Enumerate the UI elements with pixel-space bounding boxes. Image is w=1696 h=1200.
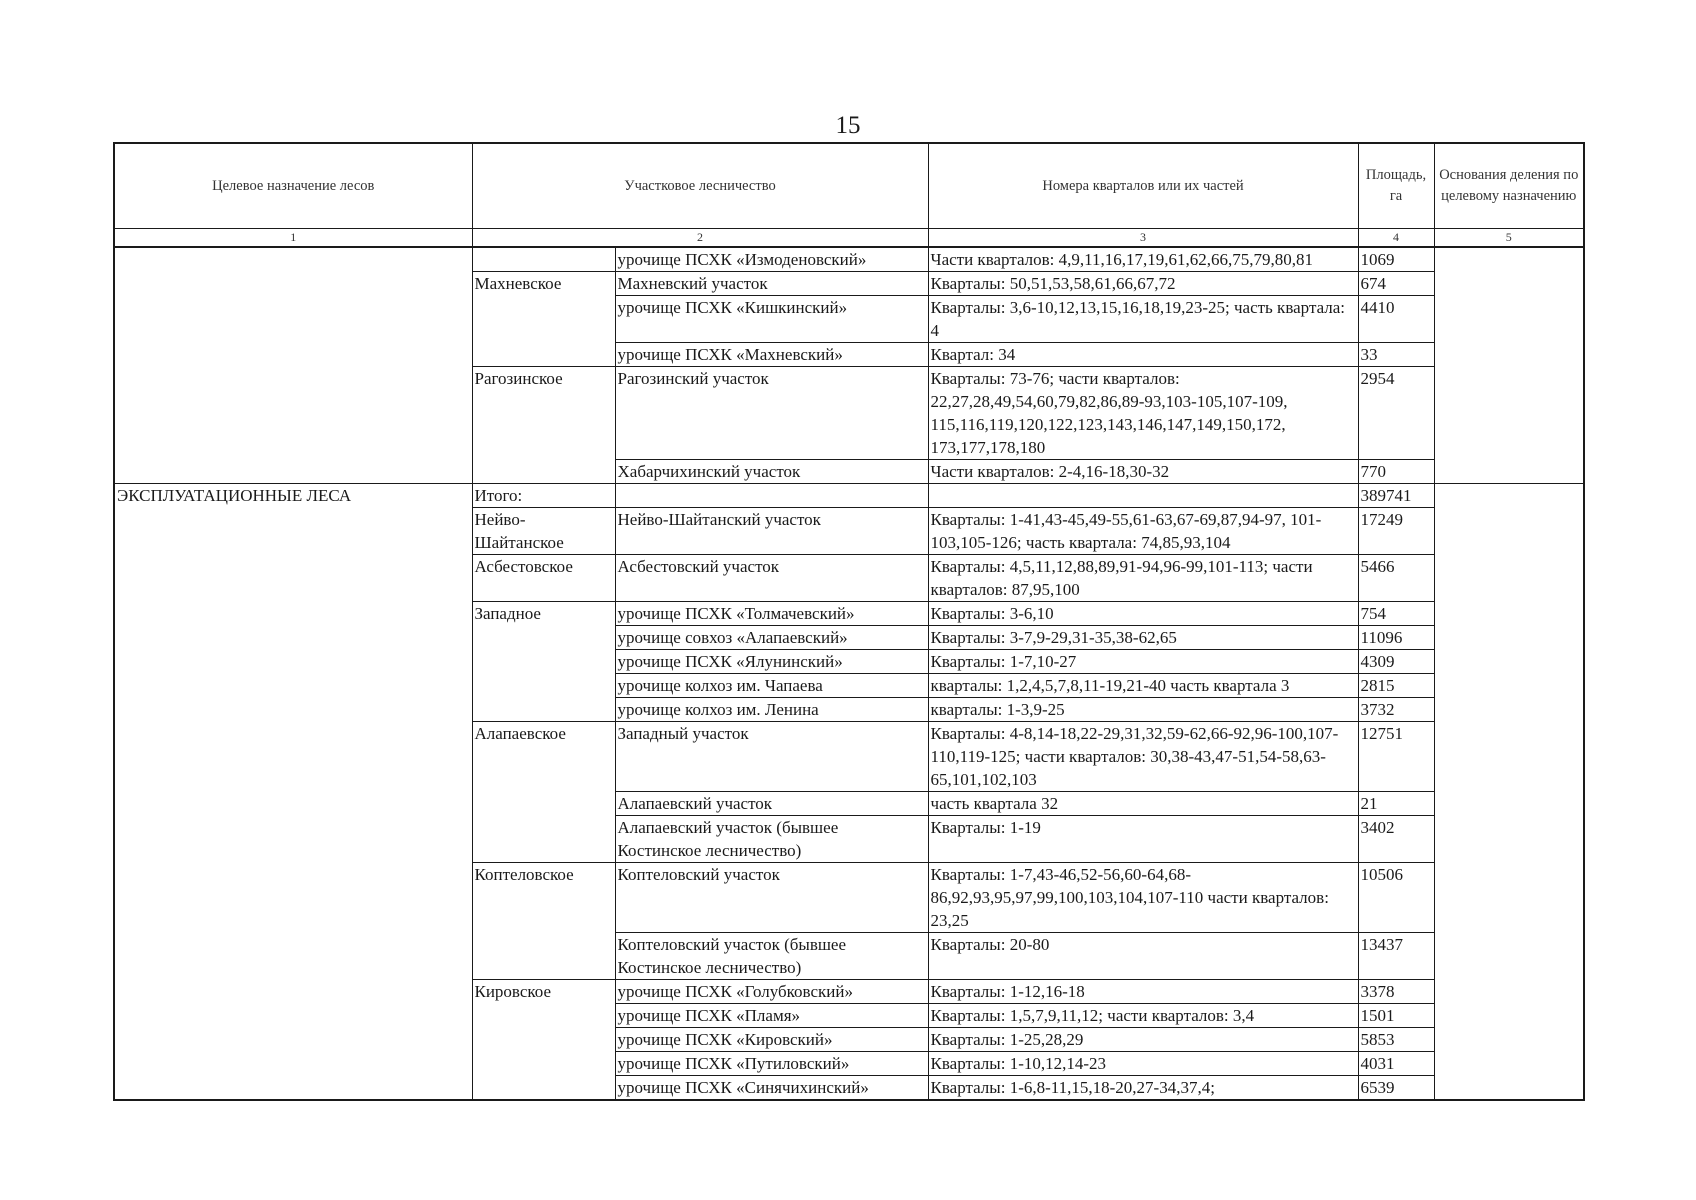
quarters-cell: Кварталы: 3-7,9-29,31-35,38-62,65: [928, 626, 1358, 650]
site-cell: Алапаевский участок: [615, 792, 928, 816]
site-cell: Алапаевский участок (бывшее Костинское лесничество): [615, 816, 928, 863]
area-cell: 5466: [1358, 555, 1434, 602]
quarters-cell: кварталы: 1-3,9-25: [928, 698, 1358, 722]
quarters-cell: Кварталы: 50,51,53,58,61,66,67,72: [928, 272, 1358, 296]
area-cell: 21: [1358, 792, 1434, 816]
site-cell: Хабарчихинский участок: [615, 460, 928, 484]
area-cell: 754: [1358, 602, 1434, 626]
site-cell: урочище ПСХК «Измоденовский»: [615, 247, 928, 272]
area-cell: 13437: [1358, 933, 1434, 980]
column-number: 4: [1358, 229, 1434, 248]
site-cell: урочище колхоз им. Ленина: [615, 698, 928, 722]
quarters-cell: Кварталы: 1-6,8-11,15,18-20,27-34,37,4;: [928, 1076, 1358, 1101]
forestry-cell: Кировское: [472, 980, 615, 1101]
forestry-cell: Махневское: [472, 272, 615, 367]
site-cell: Нейво-Шайтанский участок: [615, 508, 928, 555]
area-cell: 1501: [1358, 1004, 1434, 1028]
area-cell: 10506: [1358, 863, 1434, 933]
quarters-cell: Кварталы: 1-7,43-46,52-56,60-64,68-86,92,93,95,97,99,100,103,104,107-110 части кварталов: 23,25: [928, 863, 1358, 933]
area-cell: 1069: [1358, 247, 1434, 272]
area-cell: 17249: [1358, 508, 1434, 555]
area-cell: 4031: [1358, 1052, 1434, 1076]
area-cell: 4309: [1358, 650, 1434, 674]
quarters-cell: кварталы: 1,2,4,5,7,8,11-19,21-40 часть квартала 3: [928, 674, 1358, 698]
quarters-cell: Кварталы: 1-12,16-18: [928, 980, 1358, 1004]
area-cell: 12751: [1358, 722, 1434, 792]
quarters-cell: Части кварталов: 2-4,16-18,30-32: [928, 460, 1358, 484]
forestry-cell: Рагозинское: [472, 367, 615, 484]
header-purpose: Целевое назначение лесов: [114, 143, 472, 229]
forestry-cell: [472, 247, 615, 272]
site-cell: урочище ПСХК «Кишкинский»: [615, 296, 928, 343]
page-number: 15: [835, 112, 861, 139]
column-number: 3: [928, 229, 1358, 248]
quarters-cell: Части кварталов: 4,9,11,16,17,19,61,62,66,75,79,80,81: [928, 247, 1358, 272]
site-cell: Западный участок: [615, 722, 928, 792]
quarters-cell: Кварталы: 20-80: [928, 933, 1358, 980]
site-cell: урочище ПСХК «Махневский»: [615, 343, 928, 367]
quarters-cell: Кварталы: 1-19: [928, 816, 1358, 863]
quarters-cell: Кварталы: 1,5,7,9,11,12; части кварталов: 3,4: [928, 1004, 1358, 1028]
site-cell: урочище ПСХК «Кировский»: [615, 1028, 928, 1052]
area-cell: 3378: [1358, 980, 1434, 1004]
area-cell: 5853: [1358, 1028, 1434, 1052]
area-cell: 2815: [1358, 674, 1434, 698]
column-number: 1: [114, 229, 472, 248]
table-header-row: [114, 143, 1584, 229]
site-cell: урочище ПСХК «Голубковский»: [615, 980, 928, 1004]
header-quarters: Номера кварталов или их частей: [928, 143, 1358, 229]
area-cell: 6539: [1358, 1076, 1434, 1101]
quarters-cell: часть квартала 32: [928, 792, 1358, 816]
site-cell: Коптеловский участок (бывшее Костинское лесничество): [615, 933, 928, 980]
quarters-cell: Кварталы: 73-76; части кварталов: 22,27,28,49,54,60,79,82,86,89-93,103-105,107-109, 115,116,119,120,122,123,143,146,147,149,150,172, 173,177,178,180: [928, 367, 1358, 460]
site-cell: урочище ПСХК «Путиловский»: [615, 1052, 928, 1076]
site-cell: [615, 484, 928, 508]
site-cell: Коптеловский участок: [615, 863, 928, 933]
site-cell: урочище ПСХК «Ялунинский»: [615, 650, 928, 674]
quarters-cell: Квартал: 34: [928, 343, 1358, 367]
quarters-cell: Кварталы: 1-25,28,29: [928, 1028, 1358, 1052]
table-row: [114, 484, 1584, 508]
area-cell: 4410: [1358, 296, 1434, 343]
area-cell: 389741: [1358, 484, 1434, 508]
purpose-cell: [114, 247, 472, 484]
purpose-cell: ЭКСПЛУАТАЦИОННЫЕ ЛЕСА: [114, 484, 472, 1101]
area-cell: 3402: [1358, 816, 1434, 863]
forestry-cell: Нейво-Шайтанское: [472, 508, 615, 555]
quarters-cell: Кварталы: 3-6,10: [928, 602, 1358, 626]
quarters-cell: Кварталы: 4,5,11,12,88,89,91-94,96-99,101-113; части кварталов: 87,95,100: [928, 555, 1358, 602]
forestry-cell: Западное: [472, 602, 615, 722]
forestry-cell: Асбестовское: [472, 555, 615, 602]
quarters-cell: Кварталы: 1-10,12,14-23: [928, 1052, 1358, 1076]
area-cell: 3732: [1358, 698, 1434, 722]
site-cell: Махневский участок: [615, 272, 928, 296]
site-cell: Асбестовский участок: [615, 555, 928, 602]
column-number: 2: [472, 229, 928, 248]
column-number: 5: [1434, 229, 1584, 248]
header-area: Площадь, га: [1358, 143, 1434, 229]
quarters-cell: Кварталы: 3,6-10,12,13,15,16,18,19,23-25; часть квартала: 4: [928, 296, 1358, 343]
basis-cell: [1434, 484, 1584, 1101]
site-cell: урочище ПСХК «Пламя»: [615, 1004, 928, 1028]
quarters-cell: Кварталы: 1-41,43-45,49-55,61-63,67-69,87,94-97, 101-103,105-126; часть квартала: 74,85,93,104: [928, 508, 1358, 555]
area-cell: 11096: [1358, 626, 1434, 650]
header-forestry: Участковое лесничество: [472, 143, 928, 229]
forestry-cell: Итого:: [472, 484, 615, 508]
site-cell: урочище колхоз им. Чапаева: [615, 674, 928, 698]
quarters-cell: Кварталы: 4-8,14-18,22-29,31,32,59-62,66-92,96-100,107-110,119-125; части кварталов: 30,38-43,47-51,54-58,63-65,101,102,103: [928, 722, 1358, 792]
header-basis: Основания деления по целевому назначению: [1434, 143, 1584, 229]
forest-purpose-table: [113, 142, 1585, 1101]
table-column-numbers-row: [114, 229, 1584, 248]
site-cell: урочище совхоз «Алапаевский»: [615, 626, 928, 650]
area-cell: 2954: [1358, 367, 1434, 460]
basis-cell: [1434, 247, 1584, 484]
forestry-cell: Алапаевское: [472, 722, 615, 863]
site-cell: урочище ПСХК «Толмачевский»: [615, 602, 928, 626]
site-cell: урочище ПСХК «Синячихинский»: [615, 1076, 928, 1101]
forestry-cell: Коптеловское: [472, 863, 615, 980]
area-cell: 770: [1358, 460, 1434, 484]
area-cell: 674: [1358, 272, 1434, 296]
quarters-cell: Кварталы: 1-7,10-27: [928, 650, 1358, 674]
area-cell: 33: [1358, 343, 1434, 367]
table-row: [114, 247, 1584, 272]
site-cell: Рагозинский участок: [615, 367, 928, 460]
quarters-cell: [928, 484, 1358, 508]
